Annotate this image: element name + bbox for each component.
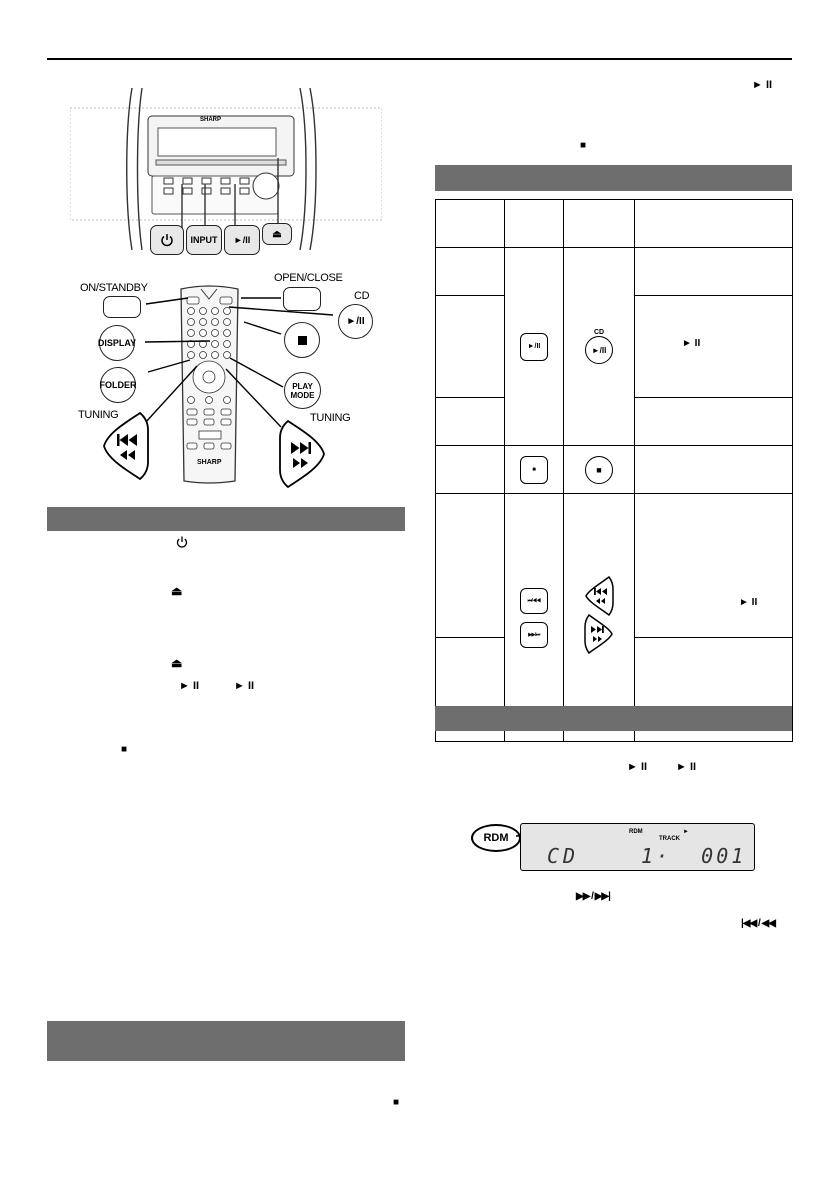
remote-on-standby-button[interactable] (103, 296, 141, 318)
callout-tuning-right: TUNING (310, 412, 351, 424)
lcd-play-indicator: ► (683, 829, 689, 835)
table-skip-main-cell (505, 494, 564, 742)
rdm-callout: RDM (471, 824, 521, 852)
unit-play-pause-button[interactable]: ►/II (224, 225, 260, 255)
table-skip-note: ► II (739, 597, 758, 608)
power-icon (176, 536, 188, 549)
right-stop-glyph-top: ■ (580, 140, 587, 151)
lcd-left-text: CD (547, 844, 580, 868)
table-row-2-desc (635, 296, 793, 398)
table-play-remote-cell (564, 248, 635, 446)
callout-open-close: OPEN/CLOSE (274, 272, 343, 284)
table-row-3-label (436, 398, 505, 446)
right-play-glyph-top: ► II (752, 79, 773, 91)
random-play-glyph-2: ► II (676, 761, 697, 773)
lcd-rdm-indicator: RDM (629, 829, 643, 835)
stop-glyph: ■ (121, 744, 128, 755)
power-glyph (176, 536, 188, 554)
table-skip-fwd-main-button: ▶▶/⏭ (520, 622, 548, 648)
lcd-track-indicator: TRACK (659, 836, 680, 842)
remote-cd-play-button[interactable]: ►/II (338, 304, 373, 339)
table-stop-main-cell (505, 446, 564, 494)
remote-open-close-button[interactable] (283, 287, 321, 311)
table-stop-main-button: ■ (520, 456, 548, 484)
table-row-3-desc (635, 398, 793, 446)
eject-glyph-2: ⏏ (171, 656, 183, 670)
operation-table (435, 199, 793, 742)
tuning-forward-button[interactable] (278, 418, 328, 490)
stop-glyph-bottom: ■ (393, 1097, 400, 1108)
unit-brand: SHARP (200, 117, 222, 123)
callout-cd: CD (354, 290, 370, 302)
table-play-main-cell (505, 248, 564, 446)
table-skip-remote-cell (564, 494, 635, 742)
table-cd-label: CD (593, 329, 605, 336)
remote-play-mode-button[interactable]: PLAY MODE (284, 372, 321, 409)
table-skip-label-1 (436, 494, 505, 638)
table-header-cell-1 (436, 200, 505, 248)
unit-input-button[interactable]: INPUT (186, 225, 222, 255)
stop-icon (298, 336, 307, 345)
table-skip-remote-icons (583, 575, 615, 655)
table-skip-back-main-button: ⏮/◀◀ (520, 588, 548, 614)
table-stop-remote-cell (564, 446, 635, 494)
lcd-display (520, 823, 755, 871)
table-stop-label (436, 446, 505, 494)
table-header-cell-2 (505, 200, 564, 248)
callout-on-standby: ON/STANDBY (80, 282, 148, 294)
eject-glyph-1: ⏏ (171, 584, 183, 598)
play-glyph-2: ► II (234, 680, 255, 692)
table-play-note: ► II (682, 338, 701, 349)
left-section-bar-1 (47, 507, 405, 531)
table-stop-desc (635, 446, 793, 494)
tuning-rewind-button[interactable] (100, 410, 150, 482)
table-skip-desc-1 (635, 494, 793, 638)
right-section-bar-1 (435, 165, 792, 191)
left-section-bar-2 (47, 1021, 405, 1061)
unit-eject-button[interactable]: ⏏ (262, 223, 292, 245)
random-play-glyph-1: ► II (627, 761, 648, 773)
table-header-cell-4 (635, 200, 793, 248)
random-forward-glyph: ▶▶ / ▶▶| (576, 891, 610, 902)
table-row-1-desc (635, 248, 793, 296)
callout-tuning-left: TUNING (78, 409, 119, 421)
right-section-bar-2 (435, 706, 792, 731)
remote-display-button[interactable]: DISPLAY (99, 325, 135, 361)
table-row-1-label (436, 248, 505, 296)
play-glyph-1: ► II (179, 680, 200, 692)
table-stop-remote-button: ■ (585, 456, 613, 484)
remote-folder-button[interactable]: FOLDER (100, 367, 136, 403)
remote-brand: SHARP (197, 459, 222, 466)
lcd-right-text: 1· 001 (641, 844, 747, 868)
table-play-remote-button: ►/II (585, 336, 613, 364)
remote-stop-button[interactable] (284, 322, 320, 358)
table-row-2-label (436, 296, 505, 398)
random-back-glyph: |◀◀ / ◀◀ (741, 918, 775, 929)
table-play-main-button: ►/II (520, 333, 548, 361)
table-header-cell-3 (564, 200, 635, 248)
